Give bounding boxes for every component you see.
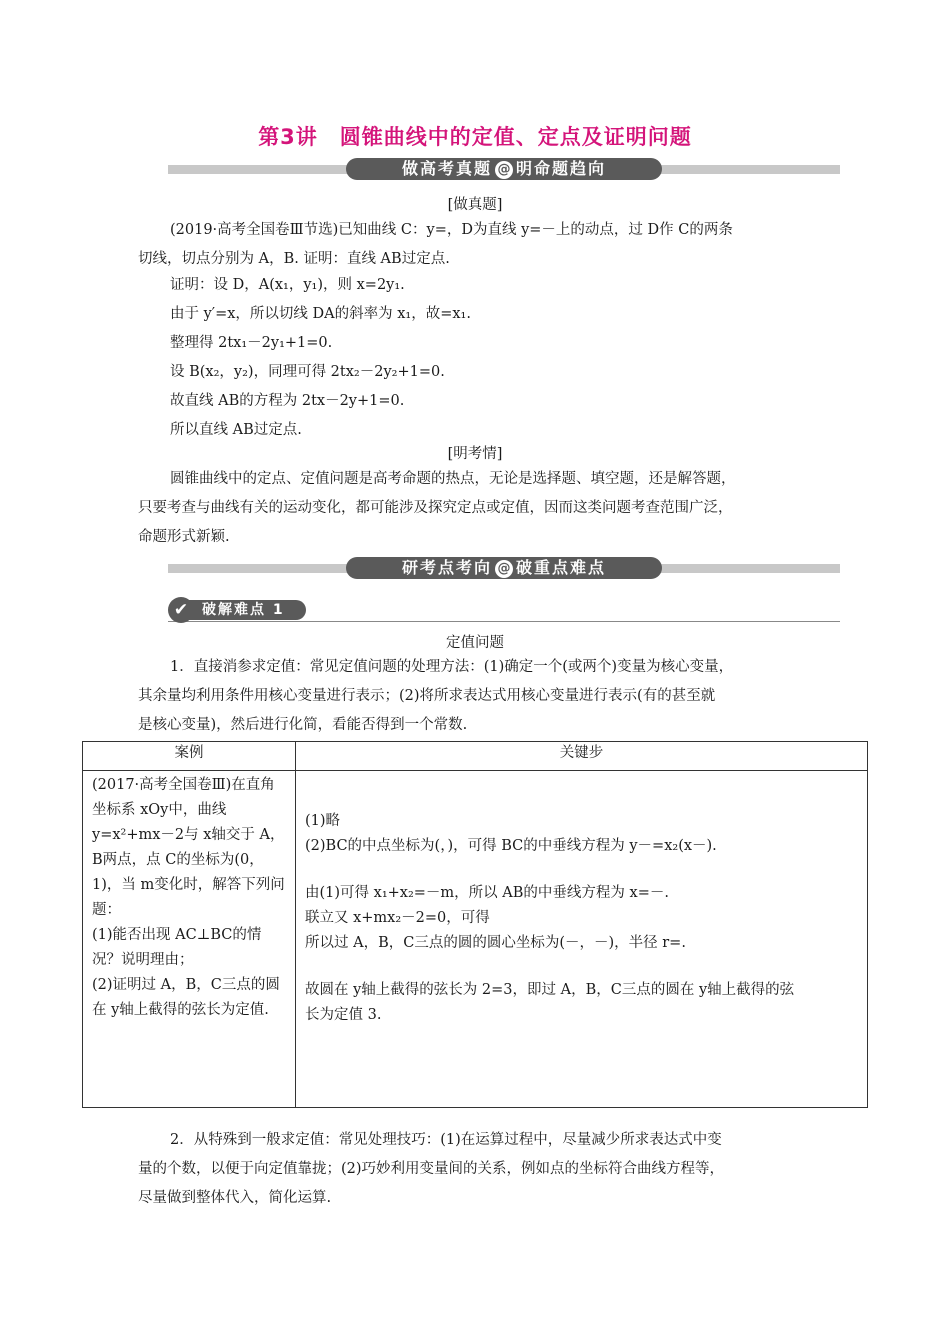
paragraph-line: 其余量均利用条件用核心变量进行表示；(2)将所求表达式用核心变量进行表示(有的甚至就 (138, 688, 716, 704)
problem-line: (2019·高考全国卷Ⅲ节选)已知曲线 C：y=，D为直线 y=－上的动点，过 D作 C的两条 (170, 222, 733, 238)
key-line: (2)BC的中点坐标为(，)，可得 BC的中垂线方程为 y－=x₂(x－). (305, 838, 717, 854)
paragraph-line: 2．从特殊到一般求定值：常见处理技巧：(1)在运算过程中，尽量减少所求表达式中变 (170, 1132, 722, 1148)
key-line: 所以过 A，B，C三点的圆的圆心坐标为(－，－)，半径 r=. (305, 935, 686, 951)
key-line: 由(1)可得 x₁+x₂=－m，所以 AB的中垂线方程为 x=－. (305, 885, 669, 901)
banner-pill (346, 158, 662, 180)
paragraph-line: 只要考查与曲线有关的运动变化，都可能涉及探究定点或定值，因而这类问题考查范围广泛， (138, 500, 733, 516)
item2-paragraph (138, 1126, 833, 1213)
case-question-2: (2)证明过 A，B，C三点的圆在 y轴上截得的弦长为定值. (92, 977, 280, 1018)
section-banner-research (168, 557, 840, 579)
paragraph-line: 量的个数，以便于向定值靠拢；(2)巧妙利用变量间的关系，例如点的坐标符合曲线方程等， (138, 1161, 725, 1177)
page-title: 第3讲 圆锥曲线中的定值、定点及证明问题 (258, 125, 692, 149)
table-row (83, 771, 868, 1108)
paragraph-line: 圆锥曲线中的定点、定值问题是高考命题的热点，无论是选择题、填空题，还是解答题， (170, 471, 736, 487)
proof-line: 所以直线 AB过定点. (170, 422, 302, 438)
problem-line: 切线，切点分别为 A，B. 证明：直线 AB过定点. (138, 251, 450, 267)
banner-right-text: 明命题趋向 (516, 159, 607, 178)
banner-left-text: 研考点考向 (401, 558, 492, 577)
check-icon: ✔ (168, 597, 194, 623)
key-line: 长为定值 3. (305, 1007, 382, 1023)
key-line: (1)略 (305, 813, 341, 829)
header-case: 案例 (83, 742, 296, 771)
case-cell (83, 771, 296, 1108)
proof-block (138, 271, 833, 445)
proof-line: 故直线 AB的方程为 2tx－2y+1=0. (170, 393, 405, 409)
paragraph-line: 是核心变量)，然后进行化简，看能否得到一个常数. (138, 717, 468, 733)
case-text: (2017·高考全国卷Ⅲ)在直角坐标系 xOy中，曲线 y=x²+mx－2与 x轴交于 A，B两点，点 C的坐标为(0，1)，当 m变化时，解答下列问题： (92, 777, 285, 918)
link-icon: @ (495, 161, 513, 179)
section-banner-exam (168, 158, 840, 180)
mingkaoqing-paragraph (138, 465, 833, 552)
key-line: 联立又 x+mx₂－2=0，可得 (305, 910, 490, 926)
proof-line: 由于 y′=x，所以切线 DA的斜率为 x₁，故=x₁. (170, 306, 471, 322)
key-line: 故圆在 y轴上截得的弦长为 2=3，即过 A，B，C三点的圆在 y轴上截得的弦 (305, 982, 795, 998)
banner-pill (346, 557, 662, 579)
proof-line: 证明：设 D，A(x₁，y₁)，则 x=2y₁. (170, 277, 405, 293)
case-question-1: (1)能否出现 AC⊥BC的情况？说明理由； (92, 927, 262, 968)
banner-right-text: 破重点难点 (516, 558, 607, 577)
paragraph-line: 尽量做到整体代入，简化运算. (138, 1190, 332, 1206)
problem-statement (138, 216, 833, 274)
proof-line: 整理得 2tx₁－2y₁+1=0. (170, 335, 333, 351)
header-key: 关键步 (296, 742, 868, 771)
difficulty-badge (168, 597, 840, 623)
badge-label: 破解难点 1 (188, 600, 306, 620)
proof-line: 设 B(x₂，y₂)，同理可得 2tx₂－2y₂+1=0. (170, 364, 445, 380)
paragraph-line: 1．直接消参求定值：常见定值问题的处理方法：(1)确定一个(或两个)变量为核心变量， (170, 659, 734, 675)
label-zuozhenti: [做真题] (447, 197, 503, 213)
section-title: 定值问题 (446, 635, 504, 651)
item1-paragraph (138, 653, 833, 740)
badge-underline (168, 621, 840, 622)
banner-left-text: 做高考真题 (401, 159, 492, 178)
label-mingkaoqing: [明考情] (447, 446, 503, 462)
case-table (82, 741, 868, 1108)
paragraph-line: 命题形式新颖. (138, 529, 230, 545)
link-icon: @ (495, 560, 513, 578)
table-header-row (83, 742, 868, 771)
key-cell (296, 771, 868, 1108)
